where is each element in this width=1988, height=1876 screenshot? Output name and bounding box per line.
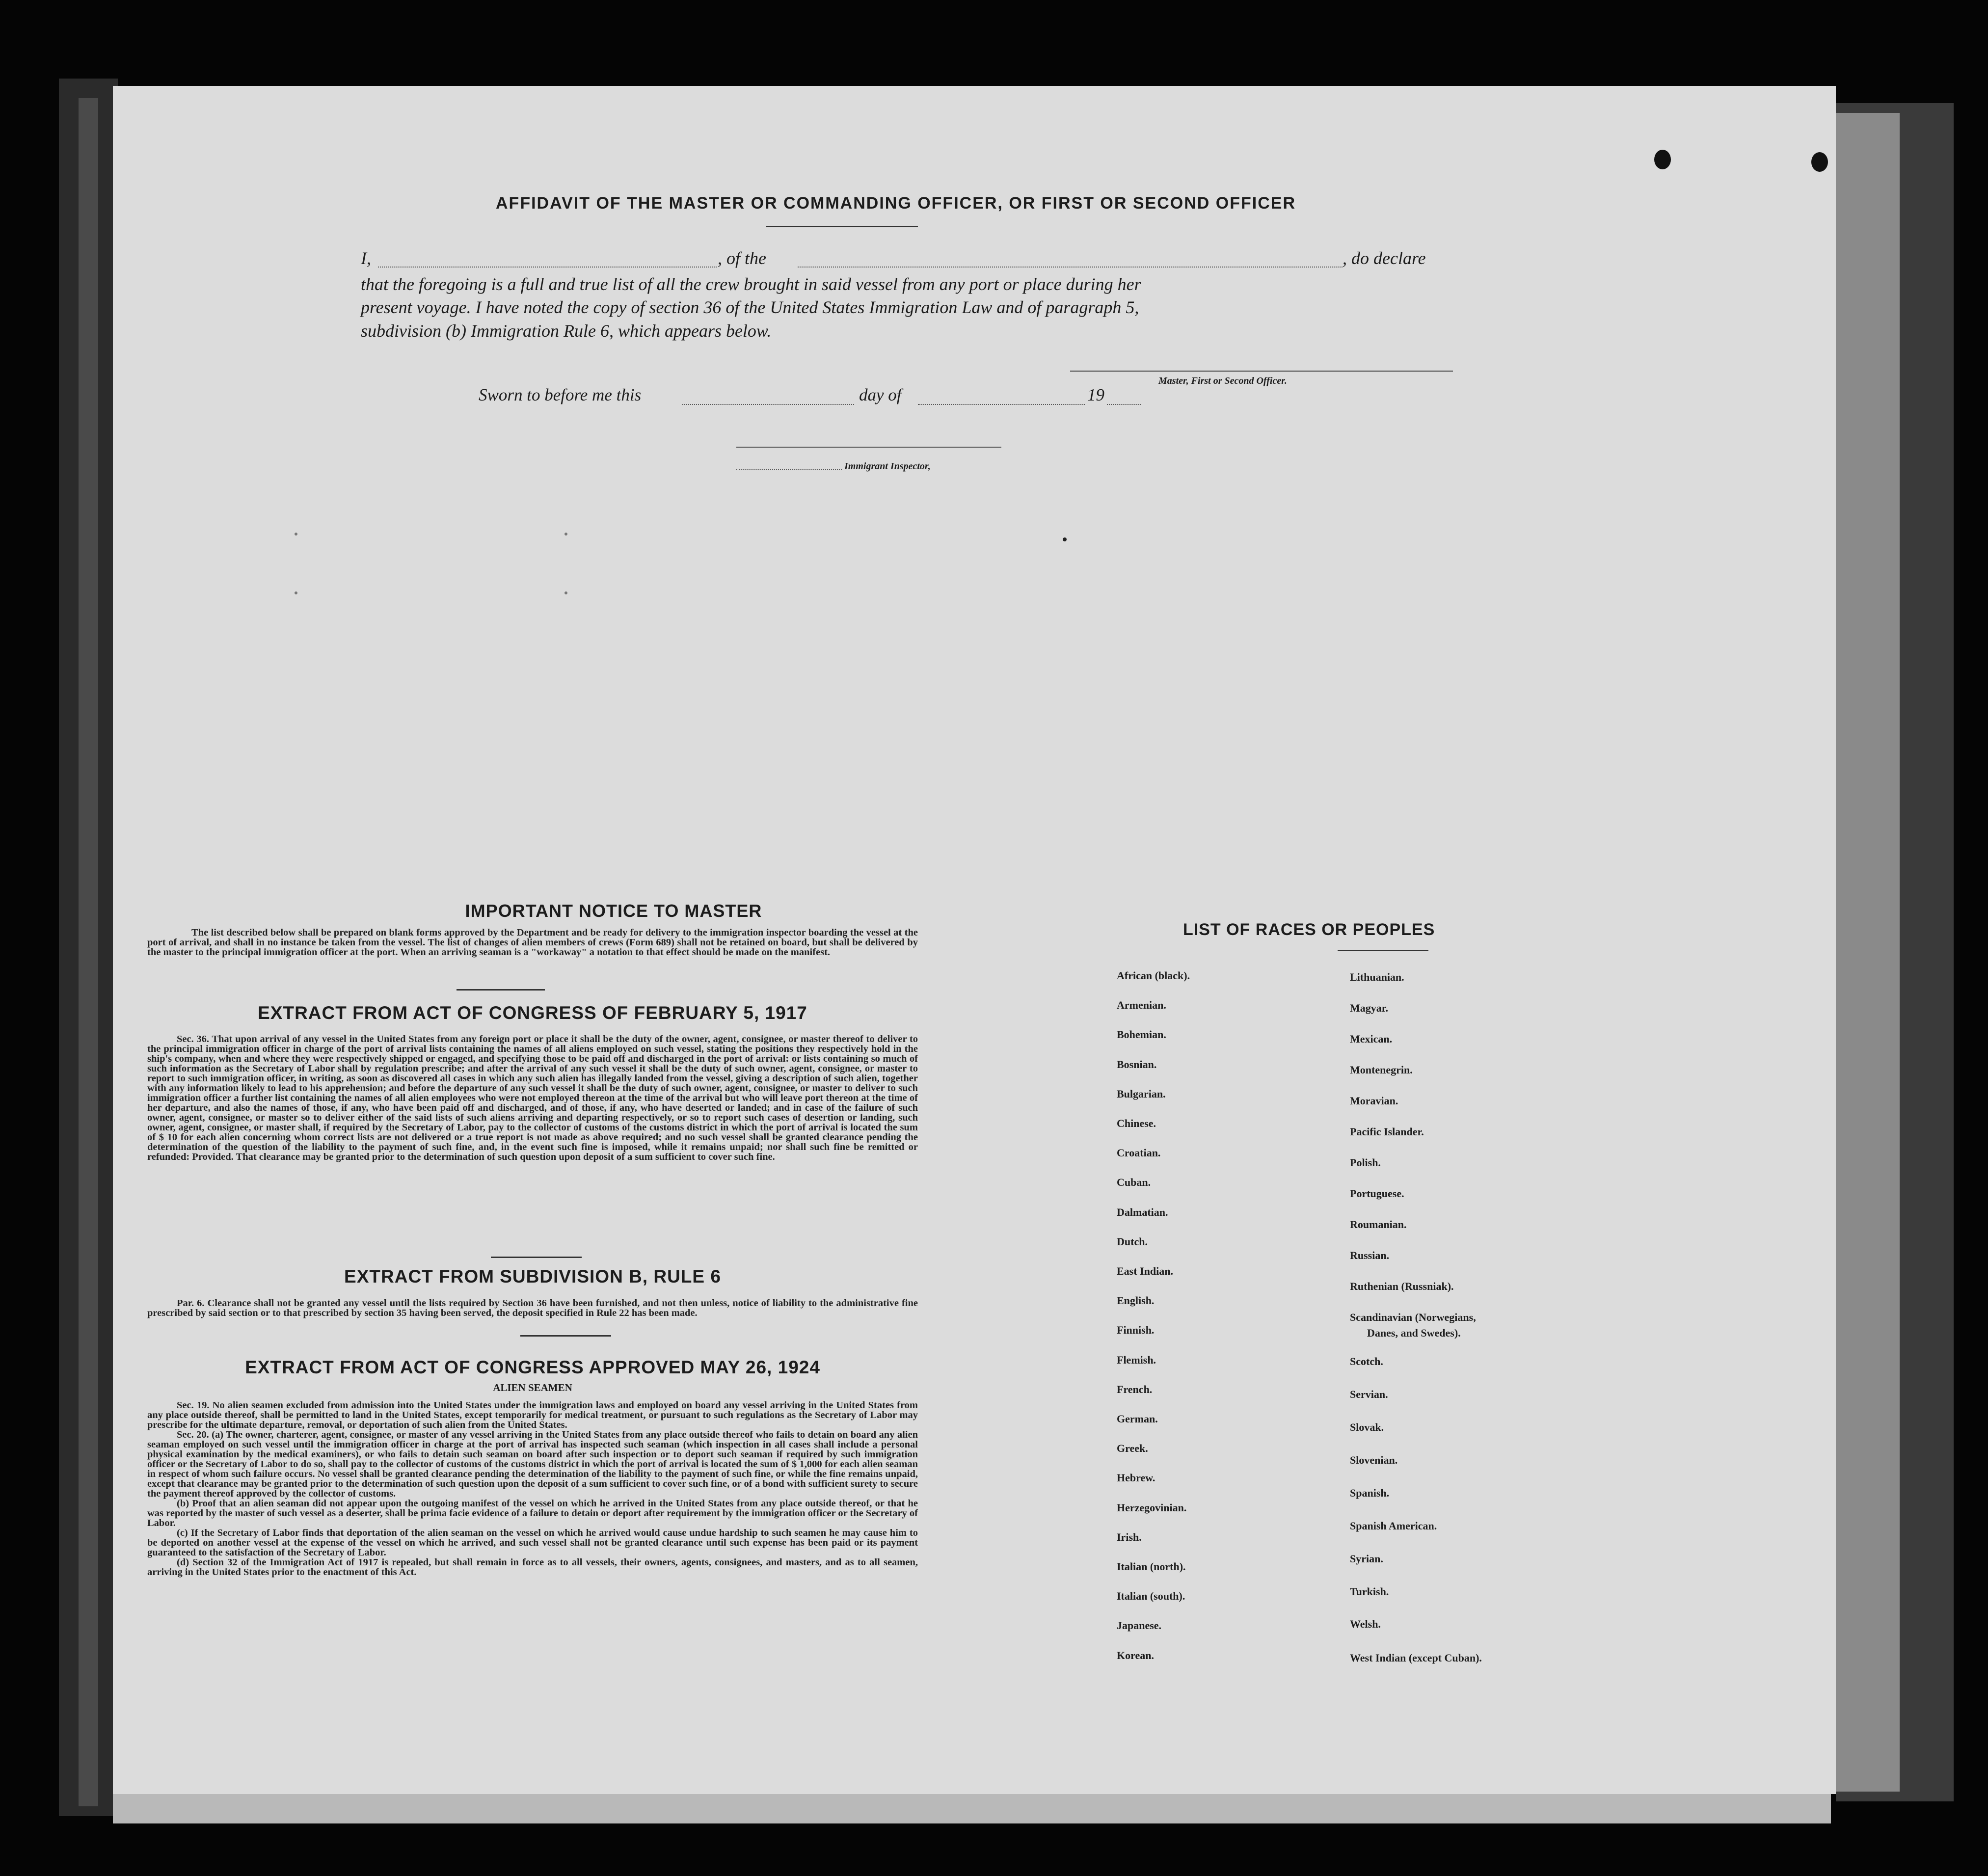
race-item: Hebrew. (1117, 1472, 1155, 1484)
affidavit-line-3: present voyage. I have noted the copy of section 36 of the United States Immigration Law and of paragraph 5, (361, 297, 1139, 317)
race-item: Slovenian. (1350, 1454, 1398, 1466)
race-item: Mexican. (1350, 1033, 1393, 1045)
affidavit-line-2: that the foregoing is a full and true list of all the crew brought in said vessel from any port or place during her (361, 274, 1141, 294)
punch-hole (1654, 150, 1671, 169)
sworn-month-blank[interactable] (918, 404, 1085, 405)
extract-rule6-heading: EXTRACT FROM SUBDIVISION B, RULE 6 (344, 1266, 721, 1286)
vessel-name-blank[interactable] (798, 267, 1343, 268)
notice-body (147, 928, 918, 957)
inspector-signature-line (736, 447, 1001, 448)
race-item: Scandinavian (Norwegians, (1350, 1311, 1476, 1323)
sec-20a-paragraph: Sec. 20. (a) The owner, charterer, agent, consignee, or master of any vessel arriving in the United States from any place outside thereof who fails to detain on board any alien seaman employed on such vessel until the immigration officer in charge at the port of arrival has inspected such seaman (which inspection in all cases shall include a personal physical examination by the medical examiners), or who fails to detain such seaman on board after such inspection or to deport such seaman if required by such immigration officer or the Secretary of Labor to do so, shall pay to the collector of customs of the customs district in which the port of arrival is located the sum of $ 1,000 for each alien seaman in respect of whom such failure occurs. No vessel shall be granted clearance pending the determination of the liability to the payment of such fine, or while the fine remains unpaid, except that clearance may be granted prior to the determination of such question upon the deposit of a sum sufficient to cover such fine, or of a bond with sufficient surety to secure the payment thereof approved by the collector of customs. (147, 1429, 918, 1499)
document-page (113, 86, 1836, 1794)
notice-rule (457, 989, 545, 991)
extract-1917-heading: EXTRACT FROM ACT OF CONGRESS OF FEBRUARY 5, 1917 (258, 1003, 807, 1023)
master-signature-line (1070, 371, 1453, 372)
race-item: Bosnian. (1117, 1058, 1157, 1071)
extract-1924-body (147, 1400, 918, 1577)
race-item: Croatian. (1117, 1147, 1161, 1159)
race-item: Italian (south). (1117, 1590, 1185, 1602)
stray-mark (295, 591, 297, 594)
race-item: Bohemian. (1117, 1028, 1166, 1041)
race-item: Servian. (1350, 1388, 1388, 1400)
sec-20c-paragraph: (c) If the Secretary of Labor finds that deportation of the alien seaman on the vessel on which he arrived would cause undue hardship to such seamen he may cause him to be deported on another vessel at the expense of the vessel on which he arrived, and such vessel shall not be granted clearance until such expense has been paid or its payment guaranteed to the satisfaction of the Secretary of Labor. (147, 1528, 918, 1558)
race-item: Dutch. (1117, 1235, 1148, 1248)
affidavit-heading: AFFIDAVIT OF THE MASTER OR COMMANDING OFFICER, OR FIRST OR SECOND OFFICER (496, 194, 1296, 213)
race-item: Magyar. (1350, 1002, 1389, 1014)
affidavit-of-the-label: , of the (718, 248, 766, 268)
race-item: French. (1117, 1383, 1153, 1395)
race-item: Portuguese. (1350, 1187, 1404, 1200)
year-label: 19 (1087, 385, 1104, 404)
sec-20b-paragraph: (b) Proof that an alien seaman did not appear upon the outgoing manifest of the vessel on which he arrived in the United States from any place outside thereof, or that he was reported by the master of such vessel as a deserter, shall be prima facie evidence of a failure to detain or deport after requirement by the immigration officer or the Secretary of Labor. (147, 1498, 918, 1528)
race-item: Polish. (1350, 1156, 1381, 1169)
race-item: Moravian. (1350, 1095, 1398, 1107)
sworn-label: Sworn to before me this (479, 385, 642, 404)
extract-1917-paragraph: Sec. 36. That upon arrival of any vessel in the United States from any foreign port or place it shall be the duty of the owner, agent, consignee, or master thereof to deliver to the principal immigration officer in charge of the port of arrival lists containing the names of all aliens employed on such vessel, stating the positions they respectively hold in the ship's company, when and where they were respectively shipped or engaged, and specifying those to be paid off and discharged in the port of arrival: or lists containing so much of such information as the Secretary of Labor shall by regulation prescribe; and after the arrival of any such vessel it shall be the duty of such owner, agent, consignee, or master to report to such immigration officer, in writing, as soon as discovered all cases in which any such alien has illegally landed from the vessel, giving a description of such alien, together with any information likely to lead to his apprehension; and before the departure of any such vessel it shall be the duty of such owner, agent, consignee, or master to deliver to such immigration officer a further list containing the names of all alien employees who were not employed thereon at the time of the arrival but who will leave port thereon at the time of her departure, and also the names of those, if any, who have been paid off and discharged, and of those, if any, who have deserted or landed; and in case of the failure of such owner, agent, consignee, or master so to deliver either of the said lists of such aliens arriving and departing respectively, or so to report such cases of desertion or landing, such owner, agent, consignee, or master shall, if required by the Secretary of Labor, pay to the collector of customs of the customs district in which the port of arrival is located the sum of $ 10 for each alien concerning whom correct lists are not delivered or a true report is not made as above required; and no such vessel shall be granted clearance pending the determination of the question of the liability to the payment of such fine, and, in the event such fine is imposed, while it remains unpaid; nor shall such fine be remitted or refunded: Provided. That clearance may be granted prior to the determination of such question upon deposit of a sum sufficient to cover such fine. (147, 1034, 918, 1162)
day-of-label: day of (859, 385, 902, 404)
extract-rule6-paragraph: Par. 6. Clearance shall not be granted any vessel until the lists required by Section 36 have been furnished, and not then unless, notice of liability to the administrative fine prescribed by said section or to that prescribed by section 35 having been served, the deposit specified in Rule 22 has been made. (147, 1298, 918, 1318)
affidavit-heading-rule (766, 226, 918, 227)
race-item: Chinese. (1117, 1117, 1156, 1129)
master-name-blank[interactable] (378, 267, 717, 268)
race-item: Spanish. (1350, 1487, 1390, 1499)
race-item: Spanish American. (1350, 1520, 1437, 1532)
sec-19-paragraph: Sec. 19. No alien seamen excluded from admission into the United States under the immigration laws and employed on board any vessel arriving in the United States from any place outside thereof, shall be permitted to land in the United States, except temporarily for medical treatment, or pursuant to such regulations as the Secretary of Labor may prescribe for the ultimate departure, removal, or deportation of such alien from the United States. (147, 1400, 918, 1430)
race-item: Montenegrin. (1350, 1064, 1413, 1076)
extract-1924-heading: EXTRACT FROM ACT OF CONGRESS APPROVED MAY 26, 1924 (245, 1357, 820, 1377)
race-item: Lithuanian. (1350, 971, 1404, 983)
race-item: Roumanian. (1350, 1218, 1407, 1231)
race-item: Irish. (1117, 1531, 1142, 1543)
race-item: Flemish. (1117, 1354, 1156, 1366)
stray-mark (564, 533, 567, 536)
sworn-day-blank[interactable] (682, 404, 854, 405)
race-item: Korean. (1117, 1649, 1154, 1662)
races-heading-rule (1338, 950, 1428, 951)
race-item: English. (1117, 1294, 1155, 1307)
race-item: West Indian (except Cuban). (1350, 1652, 1482, 1664)
race-item: Greek. (1117, 1442, 1148, 1454)
race-item: Italian (north). (1117, 1560, 1186, 1573)
race-item: African (black). (1117, 969, 1190, 982)
race-item: Pacific Islander. (1350, 1126, 1424, 1138)
race-item: Japanese. (1117, 1619, 1162, 1632)
affidavit-line-4: subdivision (b) Immigration Rule 6, which appears below. (361, 321, 772, 341)
race-item: Finnish. (1117, 1324, 1155, 1336)
race-item: Cuban. (1117, 1176, 1151, 1188)
notice-heading: IMPORTANT NOTICE TO MASTER (465, 901, 762, 921)
race-item: Syrian. (1350, 1553, 1383, 1565)
extract-1917-rule (491, 1257, 582, 1258)
race-item: Welsh. (1350, 1618, 1381, 1630)
stray-mark (295, 533, 297, 536)
race-item: Scotch. (1350, 1355, 1383, 1367)
race-item: Bulgarian. (1117, 1088, 1166, 1100)
race-item: German. (1117, 1413, 1158, 1425)
affidavit-do-declare: , do declare (1343, 248, 1426, 268)
affidavit-i-label: I, (361, 248, 371, 268)
master-signature-caption: Master, First or Second Officer. (1158, 375, 1287, 386)
page-stack-right-inner (1836, 113, 1900, 1792)
inspector-signature-blank[interactable] (736, 469, 842, 470)
sec-20d-paragraph: (d) Section 32 of the Immigration Act of 1917 is repealed, but shall remain in force as to all vessels, their owners, agents, consignees, and masters, and as to all seamen, arriving in the United States prior to the enactment of this Act. (147, 1557, 918, 1578)
race-item: Russian. (1350, 1249, 1390, 1261)
extract-1917-body (147, 1034, 918, 1162)
race-item: Herzegovinian. (1117, 1501, 1187, 1514)
sworn-year-blank[interactable] (1107, 404, 1141, 405)
extract-rule6-body (147, 1298, 918, 1318)
race-item: Ruthenian (Russniak). (1350, 1280, 1454, 1292)
extract-1924-subheading: ALIEN SEAMEN (493, 1382, 572, 1394)
page-stack-bottom (113, 1794, 1831, 1823)
stray-mark (1063, 537, 1067, 541)
race-item: Slovak. (1350, 1421, 1384, 1433)
race-item: Turkish. (1350, 1585, 1389, 1598)
extract-rule6-rule (520, 1335, 611, 1337)
race-item: Armenian. (1117, 999, 1166, 1011)
race-item-continuation: Danes, and Swedes). (1367, 1327, 1461, 1339)
punch-hole (1811, 152, 1828, 172)
notice-paragraph: The list described below shall be prepared on blank forms approved by the Department and be ready for delivery to the immigration inspector boarding the vessel at the port of arrival, and shall in no instance be taken from the vessel. The list of changes of alien members of crews (Form 689) shall not be retained on board, but shall be delivered by the master to the principal immigration officer at the port. When an arriving seaman is a "workaway" a notation to that effect should be made on the manifest. (147, 927, 918, 958)
binder-edge-strip (79, 98, 98, 1806)
inspector-caption: Immigrant Inspector, (844, 461, 931, 472)
race-item: Dalmatian. (1117, 1206, 1168, 1218)
races-heading: LIST OF RACES OR PEOPLES (1183, 920, 1435, 939)
stray-mark (564, 591, 567, 594)
race-item: East Indian. (1117, 1265, 1173, 1277)
